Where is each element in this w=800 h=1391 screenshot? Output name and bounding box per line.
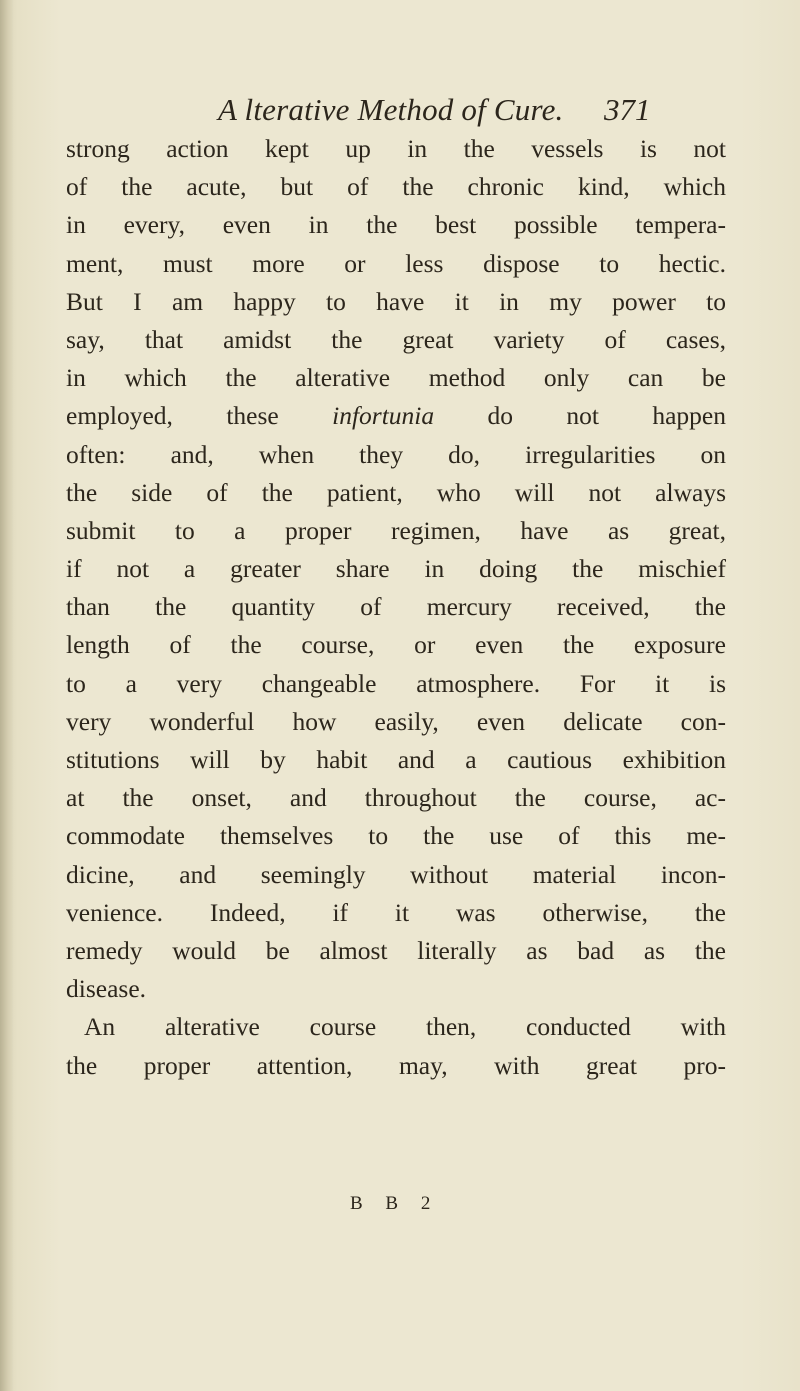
text-line: strong action kept up in the vessels is not bbox=[66, 134, 726, 163]
running-title: A lterative Method of Cure. bbox=[218, 92, 564, 127]
text-line: stitutions will by habit and a cautious exhibition bbox=[66, 745, 726, 774]
text-segment: employed, these bbox=[66, 401, 279, 431]
text-line: often: and, when they do, irregularities on bbox=[66, 439, 726, 469]
page-number: 371 bbox=[604, 92, 651, 127]
text-line: dicine, and seemingly without material incon- bbox=[66, 859, 726, 889]
text-line: ment, must more or less dispose to hectic. bbox=[66, 248, 726, 278]
text-line: But I am happy to have it in my power to bbox=[66, 286, 726, 316]
text-segment: do not happen bbox=[487, 401, 727, 431]
text-line: in which the alterative method only can be bbox=[66, 363, 726, 393]
text-line: say, that amidst the great variety of cases, bbox=[66, 324, 726, 354]
text-line: length of the course, or even the exposure bbox=[66, 630, 726, 660]
text-line: than the quantity of mercury received, the bbox=[66, 592, 726, 622]
text-line: remedy would be almost literally as bad as the bbox=[66, 935, 726, 965]
text-line: the proper attention, may, with great pro- bbox=[66, 1050, 726, 1080]
text-line: in every, even in the best possible tempera- bbox=[66, 210, 726, 240]
running-head bbox=[0, 92, 800, 132]
text-line: venience. Indeed, if it was otherwise, the bbox=[66, 897, 726, 927]
body-text bbox=[66, 130, 726, 1085]
text-line: very wonderful how easily, even delicate con- bbox=[66, 706, 726, 736]
text-line: submit to a proper regimen, have as great, bbox=[66, 515, 726, 545]
binding-gutter bbox=[0, 0, 14, 1391]
signature-mark: B B 2 bbox=[350, 1193, 440, 1214]
text-line-paragraph-end: disease. bbox=[66, 974, 147, 1004]
text-line: of the acute, but of the chronic kind, which bbox=[66, 172, 726, 202]
text-line: at the onset, and throughout the course, ac- bbox=[66, 783, 726, 813]
text-line: commodate themselves to the use of this me- bbox=[66, 821, 726, 851]
text-line: the side of the patient, who will not always bbox=[66, 477, 726, 507]
text-line: if not a greater share in doing the mischief bbox=[66, 554, 726, 584]
text-line: to a very changeable atmosphere. For it is bbox=[66, 668, 726, 698]
italic-phrase: infortunia bbox=[332, 401, 435, 431]
text-line-with-italic bbox=[66, 397, 726, 435]
text-line-paragraph-start: An alterative course then, conducted with bbox=[84, 1012, 726, 1042]
